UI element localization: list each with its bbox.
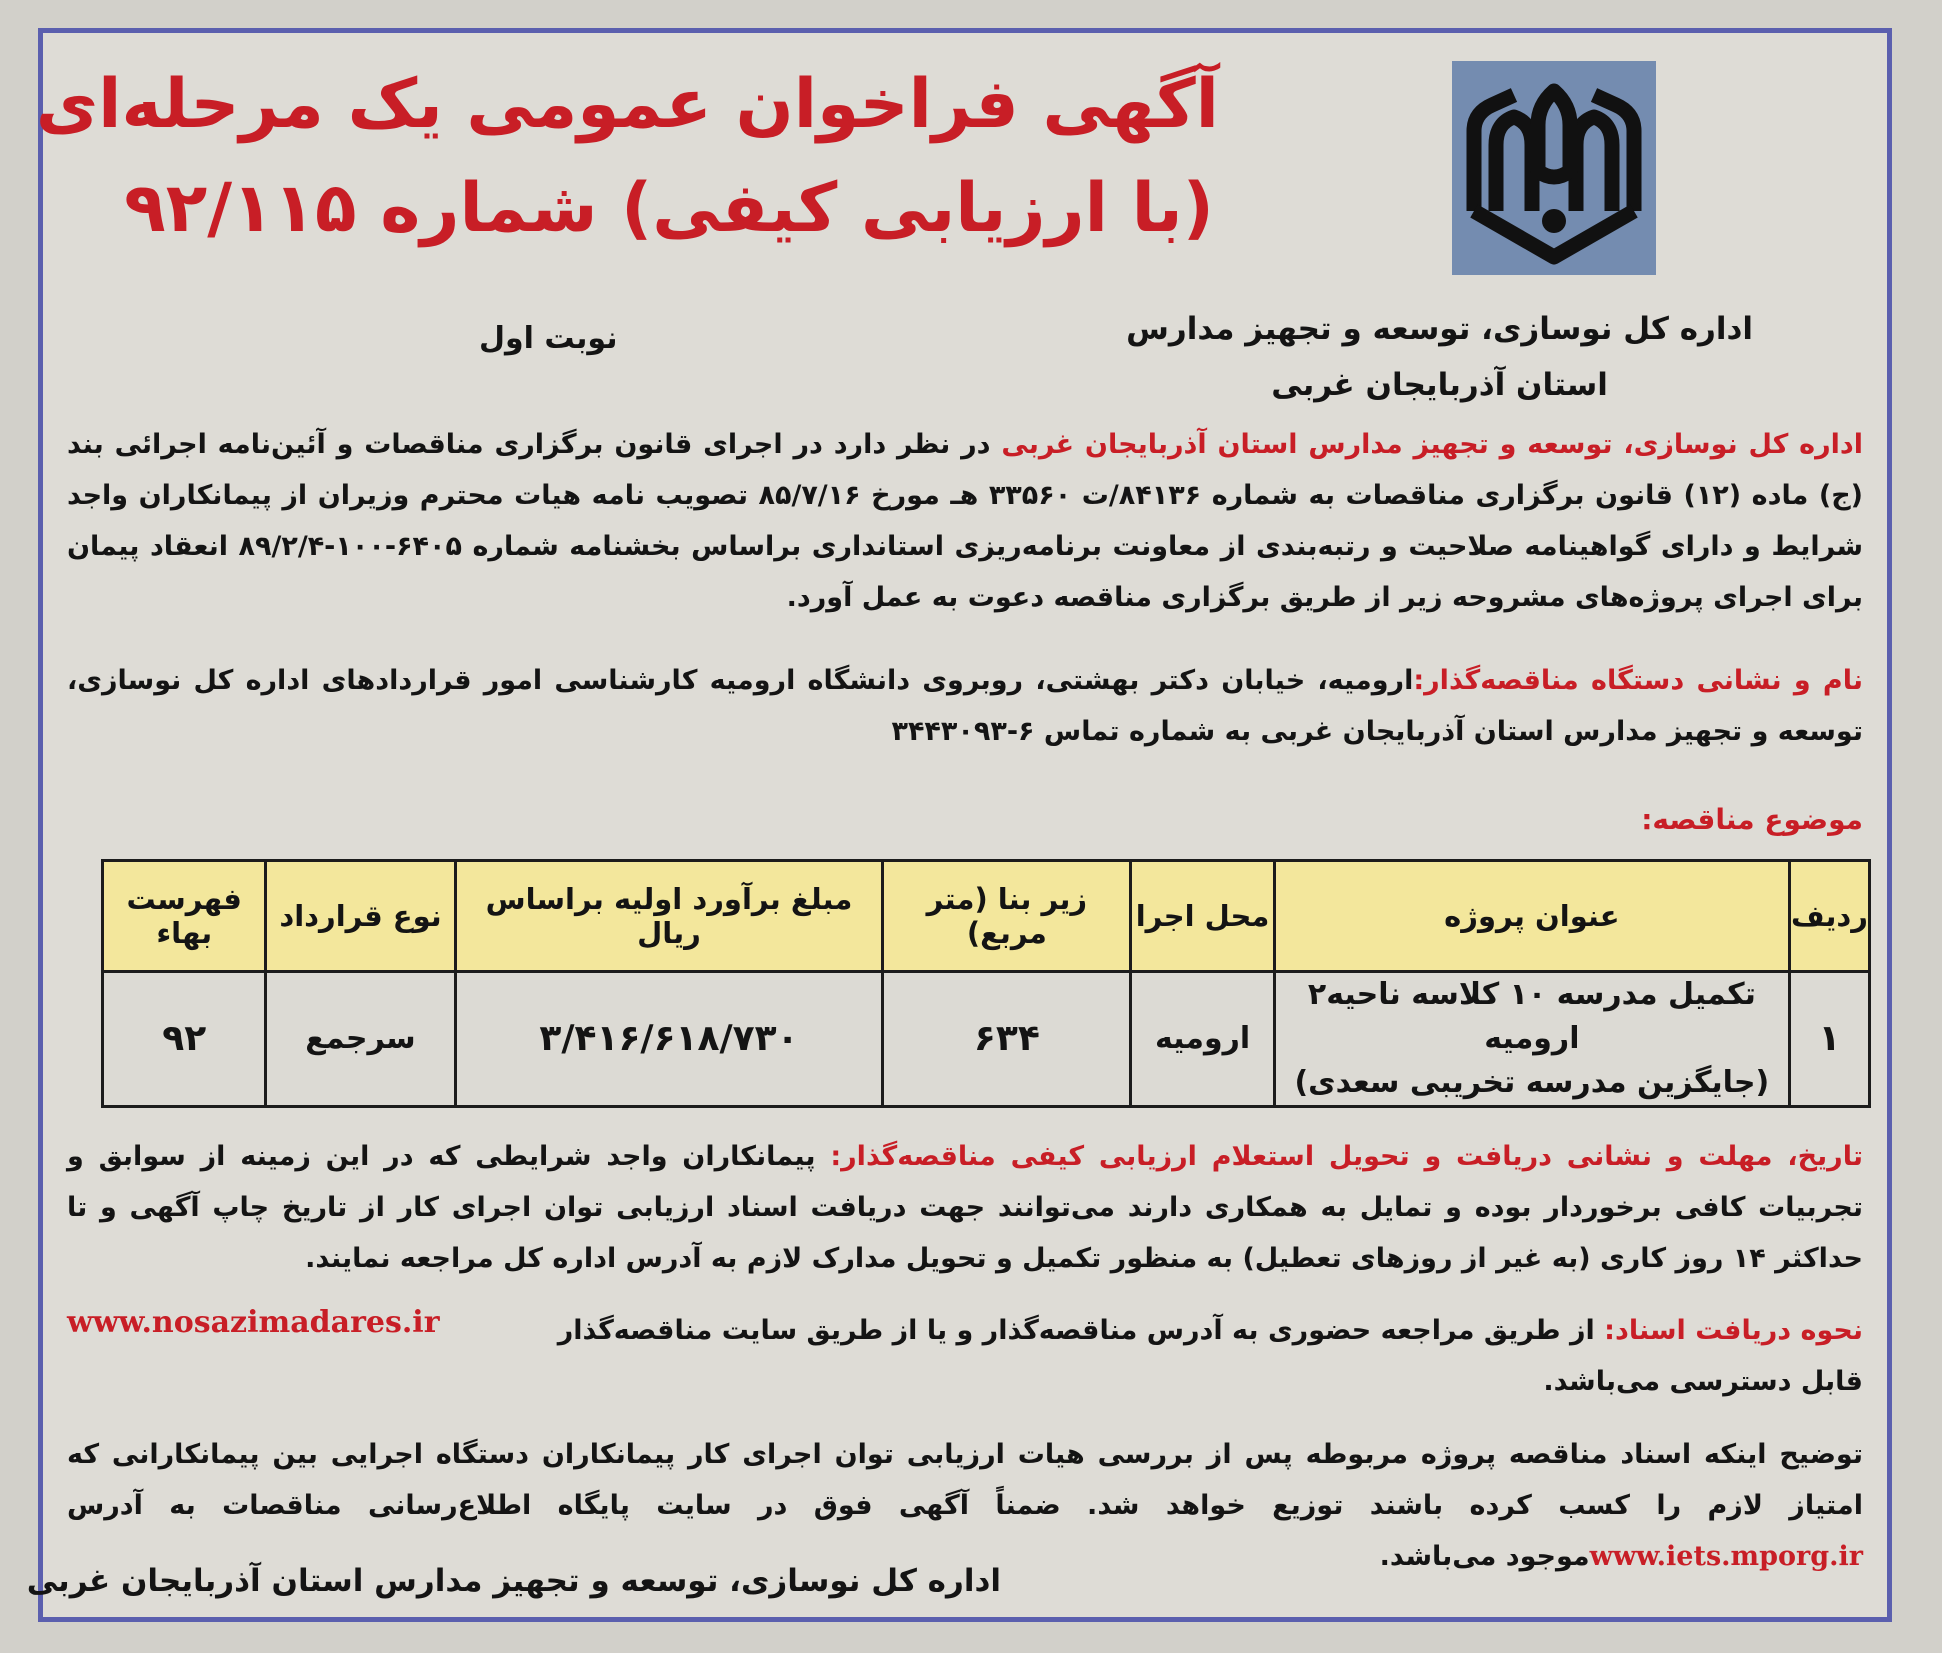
docs-text: از طریق مراجعه حضوری به آدرس مناقصه‌گذار و یا از طریق سایت مناقصه‌گذار xyxy=(557,1315,1605,1346)
notes-url-link[interactable]: www.iets.mporg.ir xyxy=(1589,1541,1863,1572)
subject-heading: موضوع مناقصه: xyxy=(1641,803,1863,836)
col-header-estimate: مبلغ برآورد اولیه براساس ریال xyxy=(455,861,883,972)
docs-label: نحوه دریافت اسناد: xyxy=(1604,1315,1863,1346)
cell-area: ۶۳۴ xyxy=(883,972,1131,1107)
deadline-label: تاریخ، مهلت و نشانی دریافت و تحویل استعلام ارزیابی کیفی مناقصه‌گذار: xyxy=(830,1141,1863,1172)
docs-paragraph xyxy=(499,1305,1863,1356)
footer-signature: اداره کل نوسازی، توسعه و تجهیز مدارس استان آذربایجان غربی xyxy=(26,1563,1001,1599)
docs-url-link[interactable]: www.nosazimadares.ir xyxy=(67,1305,440,1340)
col-header-contract-type: نوع قرارداد xyxy=(266,861,455,972)
table-header-row xyxy=(103,861,1870,972)
docs-tail: قابل دسترسی می‌باشد. xyxy=(1543,1366,1863,1397)
address-label: نام و نشانی دستگاه مناقصه‌گذار: xyxy=(1413,665,1863,696)
cell-project xyxy=(1274,972,1789,1107)
organization-name xyxy=(1126,301,1753,413)
col-header-index: ردیف xyxy=(1789,861,1869,972)
notes-tail: موجود می‌باشد. xyxy=(1379,1541,1590,1572)
table-row xyxy=(103,972,1870,1107)
deadline-text: پیمانکاران واجد شرایطی که در این زمینه از سوابق و تجربیات کافی برخوردار بوده و تمایل به همکاری دارند می‌توانند جهت دریافت اسناد ارزیابی توان اجرای کار از تاریخ چاپ آگهی و تا حداکثر ۱۴ روز کاری (به غیر از روزهای تعطیل) به منظور تکمیل و تحویل مدارک لازم به آدرس اداره کل مراجعه نمایند. xyxy=(67,1141,1863,1274)
intro-text: در نظر دارد در اجرای قانون برگزاری مناقصات و آئین‌نامه اجرائی بند (ج) ماده (۱۲) قانون برگزاری مناقصات به شماره ۸۴۱۳۶/ت ۳۳۵۶۰ هـ مورخ ۸۵/۷/۱۶ تصویب نامه هیات محترم وزیران از پیمانکاران واجد شرایط و دارای گواهینامه صلاحیت و رتبه‌بندی از معاونت برنامه‌ریزی استانداری براساس بخشنامه شماره ۶۴۰۵-۱۰۰-۸۹/۲/۴ انعقاد پیمان برای اجرای پروژه‌های مشروحه زیر از طریق برگزاری مناقصه دعوت به عمل آورد. xyxy=(67,429,1863,613)
intro-org-name: اداره کل نوسازی، توسعه و تجهیز مدارس استان آذربایجان غربی xyxy=(1001,429,1863,460)
cell-index: ۱ xyxy=(1789,972,1869,1107)
publication-round: نوبت اول xyxy=(479,321,618,356)
col-header-area: زیر بنا (متر مربع) xyxy=(883,861,1131,972)
cell-location: ارومیه xyxy=(1131,972,1274,1107)
notice-title xyxy=(35,53,1219,261)
ministry-logo xyxy=(1452,61,1656,275)
deadline-paragraph xyxy=(67,1131,1863,1284)
org-line-2: استان آذربایجان غربی xyxy=(1271,367,1608,403)
address-paragraph xyxy=(67,655,1863,757)
address-text: ارومیه، خیابان دکتر بهشتی، روبروی دانشگاه ارومیه کارشناسی امور قراردادهای اداره کل نوسازی، توسعه و تجهیز مدارس استان آذربایجان غربی به شماره تماس ۶-۳۴۴۳۰۹۳ xyxy=(67,665,1863,747)
title-line-1: آگهی فراخوان عمومی یک مرحله‌ای xyxy=(35,65,1219,144)
cell-estimate: ۳/۴۱۶/۶۱۸/۷۳۰ xyxy=(455,972,883,1107)
col-header-price-list: فهرست بهاء xyxy=(103,861,266,972)
title-line-2: (با ارزیابی کیفی) شماره ۹۲/۱۱۵ xyxy=(124,169,1214,248)
col-header-location: محل اجرا xyxy=(1131,861,1274,972)
notes-paragraph xyxy=(67,1429,1863,1582)
notice-frame xyxy=(26,28,1892,1622)
tender-table xyxy=(101,859,1871,1108)
cell-contract-type: سرجمع xyxy=(266,972,455,1107)
col-header-project: عنوان پروژه xyxy=(1274,861,1789,972)
emblem-icon xyxy=(1452,61,1656,275)
intro-paragraph xyxy=(67,419,1863,623)
notes-text: توضیح اینکه اسناد مناقصه پروژه مربوطه پس از بررسی هیات ارزیابی توان اجرای کار پیمانکاران دستگاه اجرایی بین پیمانکارانی که امتیاز لازم را کسب کرده باشند توزیع خواهد شد. ضمناً آگهی فوق در سایت پایگاه اطلاع‌رسانی مناقصات به آدرس xyxy=(67,1439,1863,1521)
project-line-2: (جایگزین مدرسه تخریبی سعدی) xyxy=(1294,1065,1770,1100)
notice-content xyxy=(26,43,1871,1605)
cell-price-list: ۹۲ xyxy=(103,972,266,1107)
project-line-1: تکمیل مدرسه ۱۰ کلاسه ناحیه۲ ارومیه xyxy=(1307,977,1756,1056)
org-line-1: اداره کل نوسازی، توسعه و تجهیز مدارس xyxy=(1126,311,1753,347)
